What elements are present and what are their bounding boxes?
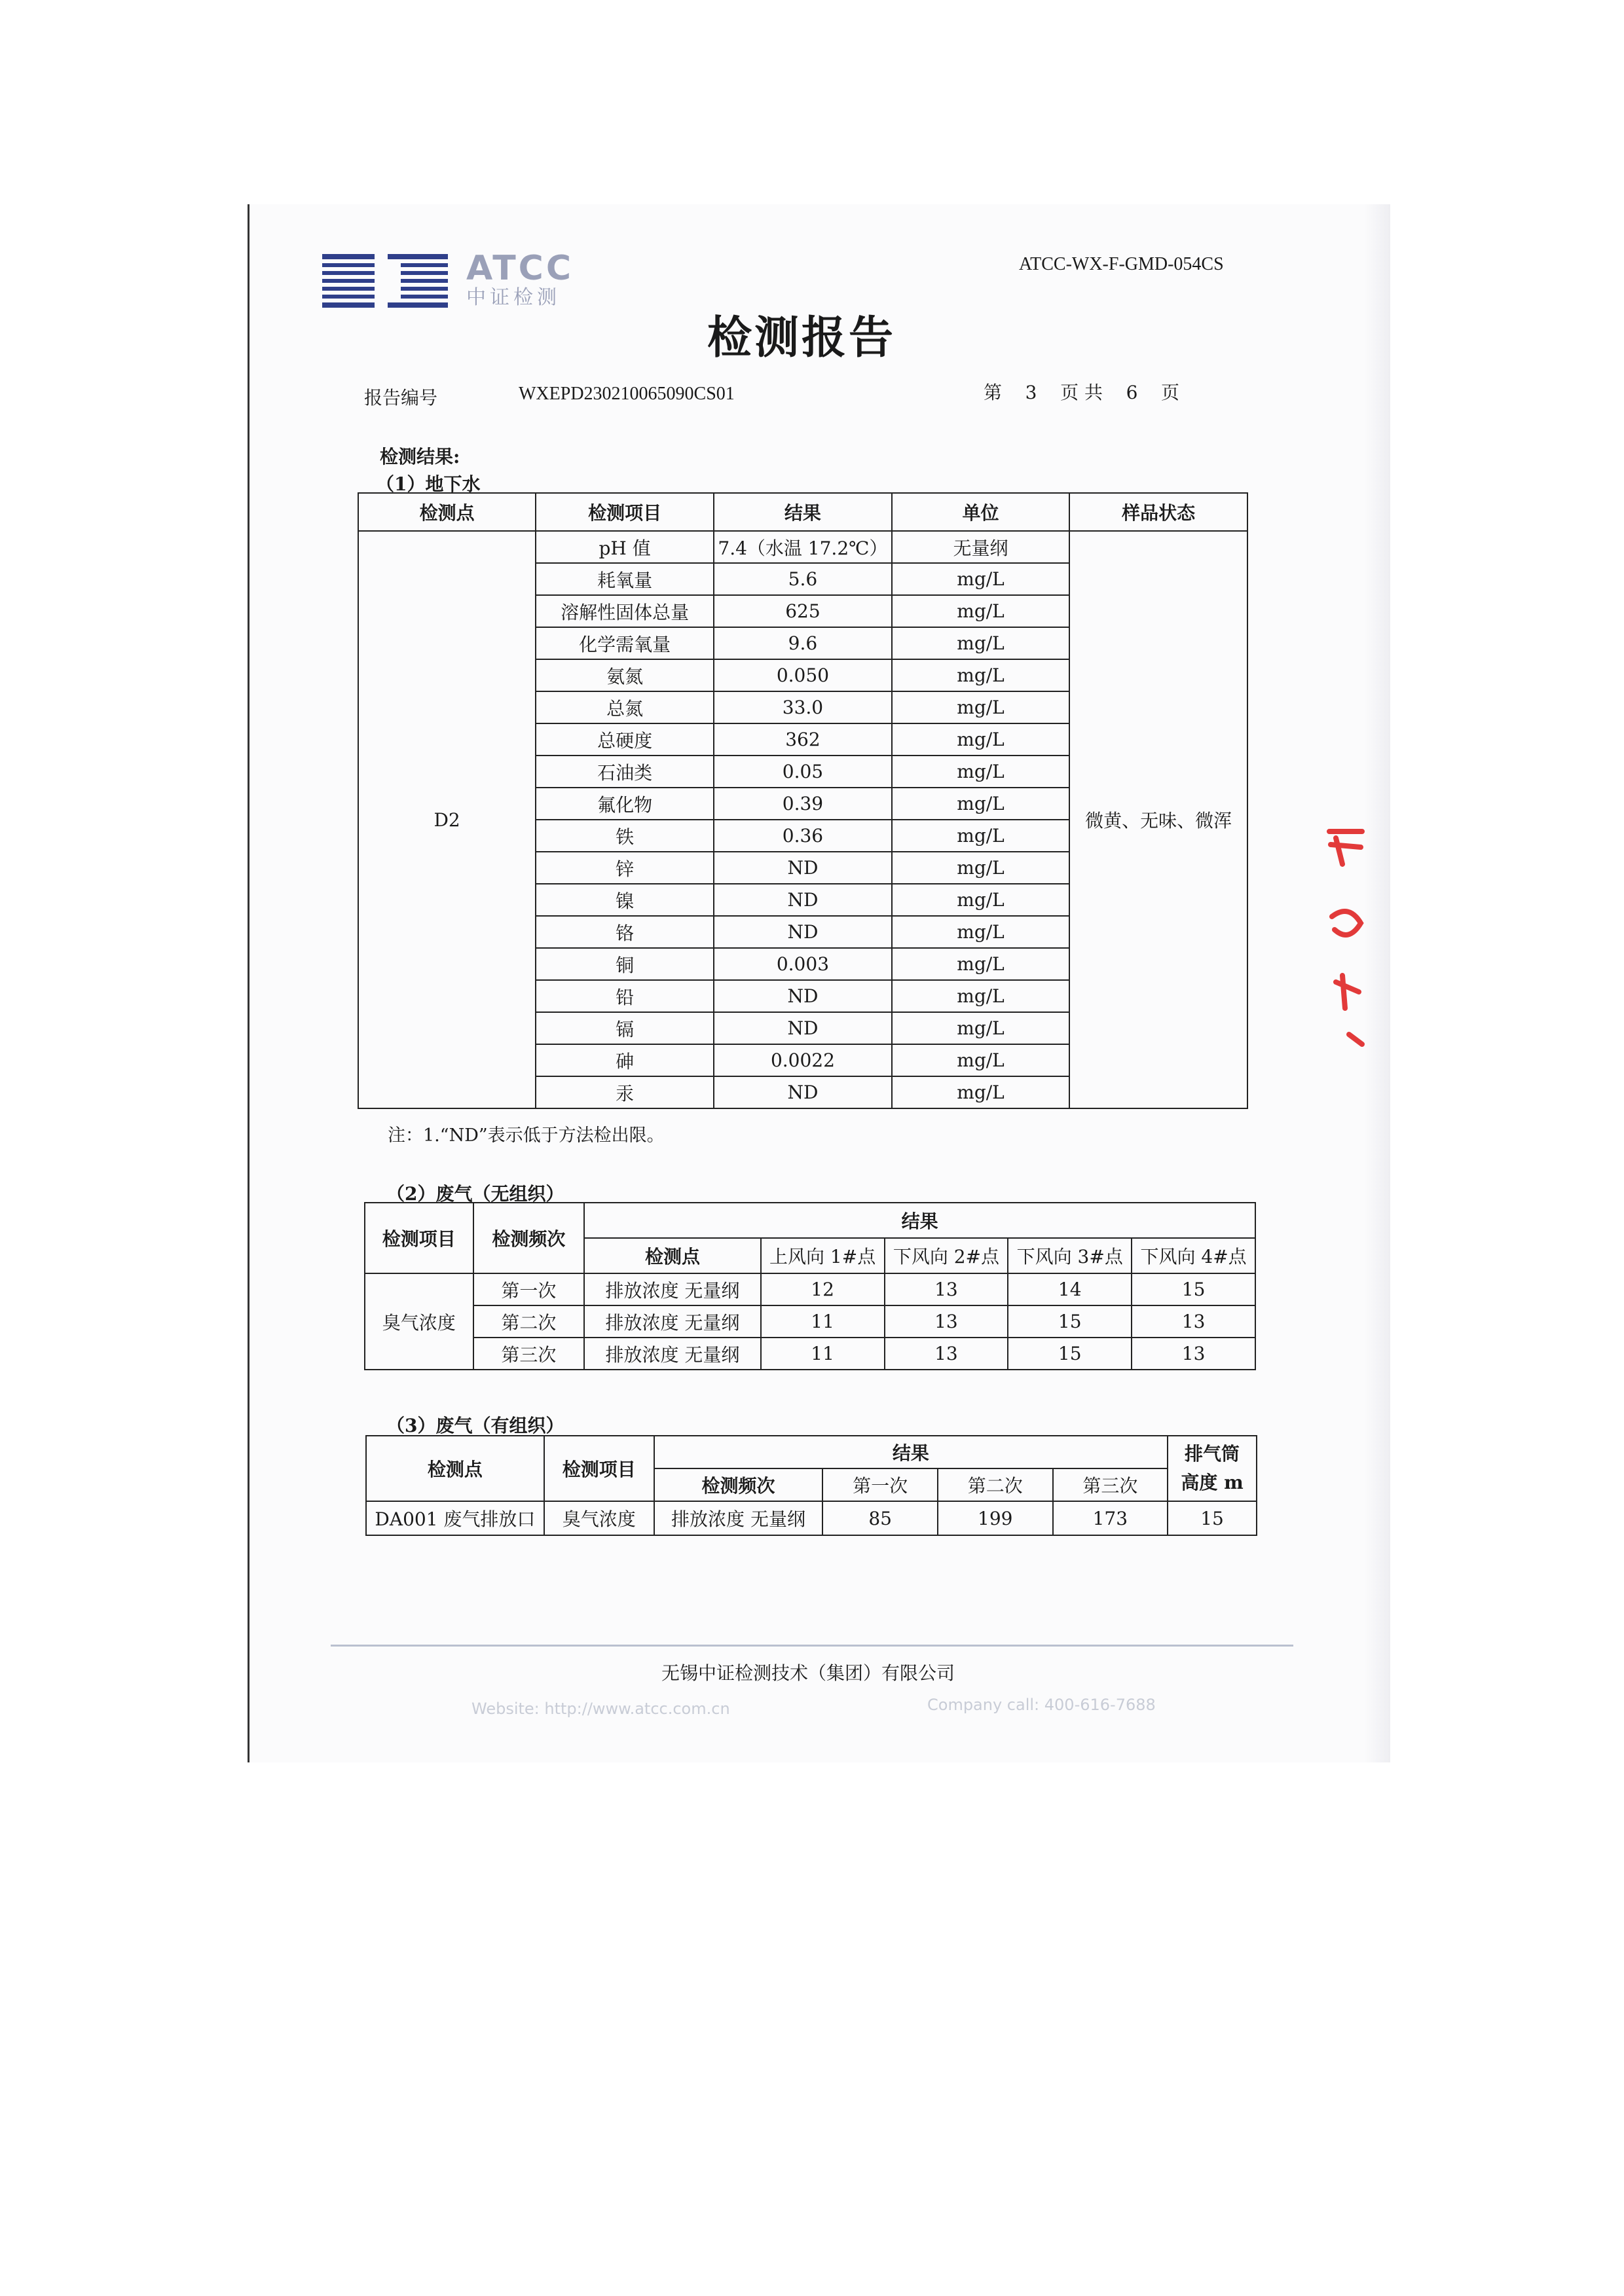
organized-table — [365, 1435, 1257, 1536]
gw-result: 5.6 — [714, 563, 892, 595]
gw-item: 铅 — [536, 980, 714, 1012]
results-label: 检测结果: — [380, 446, 460, 467]
gw-result: 625 — [714, 595, 892, 627]
groundwater-note: 注：1.“ND”表示低于方法检出限。 — [388, 1125, 665, 1146]
org-value-2: 199 — [938, 1501, 1053, 1535]
gw-item: 石油类 — [536, 756, 714, 788]
fug-freq: 第一次 — [473, 1273, 585, 1305]
fug-header-result: 结果 — [584, 1203, 1255, 1238]
groundwater-table — [358, 492, 1248, 1109]
gw-header-point: 检测点 — [358, 493, 536, 531]
gw-header-result: 结果 — [714, 493, 892, 531]
fug-value: 14 — [1008, 1273, 1132, 1305]
org-value-3: 173 — [1053, 1501, 1168, 1535]
page-suffix: 页 — [1161, 382, 1180, 403]
org-freq-2: 第二次 — [938, 1468, 1053, 1501]
fug-value: 15 — [1008, 1338, 1132, 1370]
org-freq-1: 第一次 — [822, 1468, 938, 1501]
fug-value: 13 — [1132, 1305, 1255, 1338]
gw-unit: mg/L — [892, 884, 1069, 916]
groundwater-header-row — [358, 493, 1247, 531]
table-row — [365, 1338, 1255, 1370]
gw-item: 铁 — [536, 820, 714, 852]
fug-item: 臭气浓度 — [365, 1273, 473, 1370]
gw-result: ND — [714, 916, 892, 948]
gw-item: 汞 — [536, 1076, 714, 1108]
gw-item: 砷 — [536, 1044, 714, 1076]
atcc-logo-icon — [322, 254, 453, 308]
gw-unit: mg/L — [892, 788, 1069, 820]
section-groundwater-title: （1）地下水 — [376, 473, 481, 495]
gw-header-state: 样品状态 — [1069, 493, 1247, 531]
fug-value: 13 — [885, 1338, 1008, 1370]
fug-value: 13 — [885, 1305, 1008, 1338]
gw-sample-state: 微黄、无味、微浑 — [1069, 531, 1247, 1108]
gw-result: ND — [714, 884, 892, 916]
logo-cn: 中证检测 — [466, 286, 561, 309]
gw-unit: mg/L — [892, 627, 1069, 659]
footer-divider — [331, 1645, 1293, 1647]
fug-point-2: 下风向 2#点 — [885, 1238, 1008, 1273]
gw-unit: mg/L — [892, 723, 1069, 756]
fug-point-1: 上风向 1#点 — [761, 1238, 885, 1273]
fug-measure: 排放浓度 无量纲 — [584, 1305, 761, 1338]
gw-item: pH 值 — [536, 531, 714, 563]
page-title: 检测报告 — [707, 312, 896, 364]
gw-result: 0.39 — [714, 788, 892, 820]
gw-item: 铬 — [536, 916, 714, 948]
gw-item: 溶解性固体总量 — [536, 595, 714, 627]
gw-result: ND — [714, 1076, 892, 1108]
fug-header-item: 检测项目 — [365, 1203, 473, 1273]
gw-item: 锌 — [536, 852, 714, 884]
gw-unit: mg/L — [892, 563, 1069, 595]
gw-unit: mg/L — [892, 659, 1069, 691]
table-row — [365, 1273, 1255, 1305]
org-header-stack-2: 高度 m — [1181, 1472, 1244, 1493]
org-header-stack-1: 排气筒 — [1185, 1443, 1240, 1465]
gw-unit: mg/L — [892, 691, 1069, 723]
gw-item: 镍 — [536, 884, 714, 916]
gw-result: ND — [714, 1012, 892, 1044]
fug-freq: 第三次 — [473, 1338, 585, 1370]
page-prefix: 第 — [984, 382, 1003, 403]
fug-value: 13 — [885, 1273, 1008, 1305]
gw-result: 0.050 — [714, 659, 892, 691]
section-fugitive-title: （2）废气（无组织） — [386, 1183, 564, 1205]
org-value-1: 85 — [822, 1501, 938, 1535]
page-current: 3 — [1025, 382, 1037, 403]
table-row — [358, 531, 1247, 563]
org-header-stack — [1168, 1436, 1257, 1501]
fug-measure: 排放浓度 无量纲 — [584, 1273, 761, 1305]
seal-stamp-icon — [1323, 818, 1369, 1054]
gw-result: 0.0022 — [714, 1044, 892, 1076]
gw-result: ND — [714, 852, 892, 884]
gw-item: 氟化物 — [536, 788, 714, 820]
table-row — [365, 1305, 1255, 1338]
gw-unit: mg/L — [892, 852, 1069, 884]
gw-unit: mg/L — [892, 1044, 1069, 1076]
gw-result: 362 — [714, 723, 892, 756]
report-no-label: 报告编号 — [364, 387, 438, 409]
org-header-result: 结果 — [654, 1436, 1168, 1468]
gw-result: 9.6 — [714, 627, 892, 659]
gw-item: 总硬度 — [536, 723, 714, 756]
gw-result: ND — [714, 980, 892, 1012]
fug-value: 12 — [761, 1273, 885, 1305]
fug-value: 15 — [1132, 1273, 1255, 1305]
fug-header-freq: 检测频次 — [473, 1203, 585, 1273]
report-no: WXEPD230210065090CS01 — [519, 384, 735, 404]
fug-value: 15 — [1008, 1305, 1132, 1338]
fug-point-4: 下风向 4#点 — [1132, 1238, 1255, 1273]
org-item: 臭气浓度 — [544, 1501, 654, 1535]
gw-result: 0.05 — [714, 756, 892, 788]
form-code: ATCC-WX-F-GMD-054CS — [1019, 254, 1224, 274]
gw-unit: 无量纲 — [892, 531, 1069, 563]
fug-header-point: 检测点 — [584, 1238, 761, 1273]
org-header-item: 检测项目 — [544, 1436, 654, 1501]
gw-header-item: 检测项目 — [536, 493, 714, 531]
fug-measure: 排放浓度 无量纲 — [584, 1338, 761, 1370]
footer-company: 无锡中证检测技术（集团）有限公司 — [661, 1662, 955, 1684]
gw-unit: mg/L — [892, 1012, 1069, 1044]
gw-item: 镉 — [536, 1012, 714, 1044]
fug-value: 11 — [761, 1338, 885, 1370]
org-point: DA001 废气排放口 — [366, 1501, 544, 1535]
fug-value: 11 — [761, 1305, 885, 1338]
gw-unit: mg/L — [892, 916, 1069, 948]
gw-item: 氨氮 — [536, 659, 714, 691]
gw-item: 总氮 — [536, 691, 714, 723]
gw-header-unit: 单位 — [892, 493, 1069, 531]
org-data-row — [366, 1501, 1257, 1535]
gw-unit: mg/L — [892, 980, 1069, 1012]
gw-result: 33.0 — [714, 691, 892, 723]
logo-text — [466, 250, 574, 309]
gw-item: 铜 — [536, 948, 714, 980]
fug-point-3: 下风向 3#点 — [1008, 1238, 1132, 1273]
logo-en: ATCC — [466, 249, 574, 288]
footer-website: Website: http://www.atcc.com.cn — [471, 1700, 730, 1718]
org-header-freq: 检测频次 — [654, 1468, 823, 1501]
fug-value: 13 — [1132, 1338, 1255, 1370]
gw-unit: mg/L — [892, 1076, 1069, 1108]
org-header-point: 检测点 — [366, 1436, 544, 1501]
section-organized-title: （3）废气（有组织） — [386, 1415, 564, 1436]
page-mid: 页 共 — [1060, 382, 1103, 403]
gw-unit: mg/L — [892, 948, 1069, 980]
page-total: 6 — [1126, 382, 1138, 403]
gw-result: 7.4（水温 17.2℃） — [714, 531, 892, 563]
gw-unit: mg/L — [892, 756, 1069, 788]
gw-result: 0.36 — [714, 820, 892, 852]
gw-unit: mg/L — [892, 820, 1069, 852]
org-freq-3: 第三次 — [1053, 1468, 1168, 1501]
org-stack-height: 15 — [1168, 1501, 1257, 1535]
gw-point: D2 — [358, 531, 536, 1108]
page-indicator — [984, 378, 1179, 405]
fug-freq: 第二次 — [473, 1305, 585, 1338]
org-measure: 排放浓度 无量纲 — [654, 1501, 823, 1535]
gw-item: 耗氧量 — [536, 563, 714, 595]
footer-call: Company call: 400-616-7688 — [927, 1696, 1156, 1714]
gw-item: 化学需氧量 — [536, 627, 714, 659]
gw-result: 0.003 — [714, 948, 892, 980]
gw-unit: mg/L — [892, 595, 1069, 627]
fugitive-table — [364, 1202, 1256, 1370]
